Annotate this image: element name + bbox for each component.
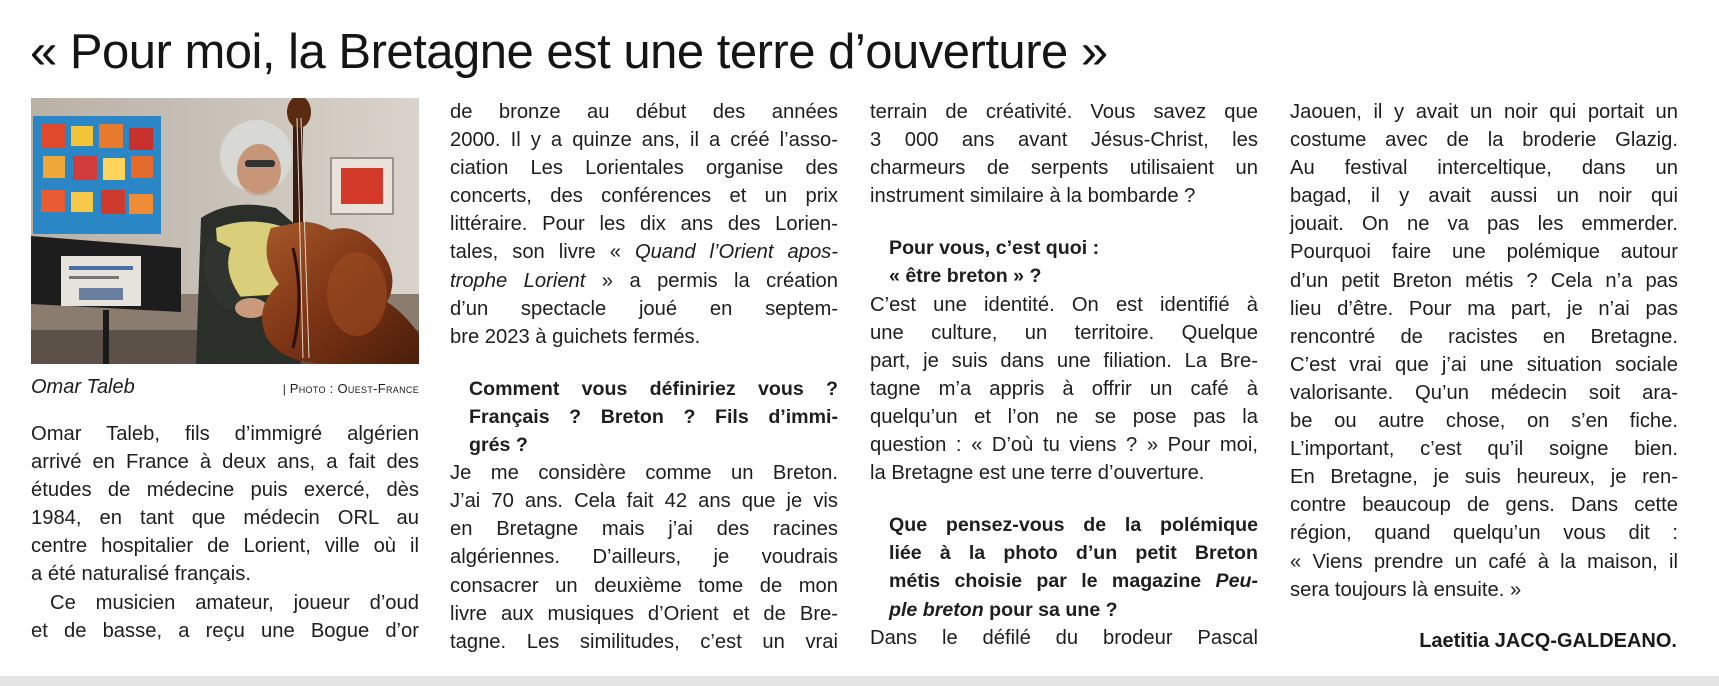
text-line: 1984, en tant que médecin ORL au [31, 507, 419, 530]
text-line: livre aux musiques d’Orient et de Bre- [450, 602, 838, 625]
question-heading: Français ? Breton ? Fils d’immi- [469, 405, 838, 428]
text-line: Jaouen, il y avait un noir qui portait un [1290, 101, 1678, 123]
text-line: et de basse, a reçu une Bogue d’or [31, 619, 419, 642]
question-heading: Comment vous définiriez vous ? [469, 377, 838, 400]
text-line: concerts, des conférences et un prix [450, 185, 838, 208]
text-line: tagne. Les similitudes, c’est un vrai [450, 630, 838, 653]
text-line: consacrer un deuxième tome de mon [450, 574, 838, 597]
text-line: question : « D’où tu viens ? » Pour moi, [870, 434, 1258, 457]
text-line: tagne m’a appris à offrir un café à [870, 377, 1258, 400]
text-line: 2000. Il y a quinze ans, il a créé l’asso- [450, 129, 838, 152]
text-line: Ce musicien amateur, joueur d’oud [50, 591, 419, 614]
text-line: C’est une identité. On est identifié à [870, 293, 1258, 316]
column-4 [1290, 98, 1678, 604]
book-title: Quand l’Orient apos- [634, 241, 838, 264]
text-line: littéraire. Pour les dix ans des Lorien- [450, 213, 838, 236]
caption-name: Omar Taleb [31, 376, 135, 398]
text-line: valorisante. Qu’un médecin soit ara- [1290, 381, 1678, 404]
column-1 [31, 98, 419, 645]
text-line: jouait. On ne va pas les emmerder. [1290, 213, 1678, 236]
text-line: lieu d’être. Pour ma part, je n’ai pas [1290, 297, 1678, 320]
magazine-title-cont: ple breton [889, 598, 984, 621]
text-line: d’un spectacle joué en septem- [450, 297, 838, 320]
text-line: terrain de créativité. Vous savez que [870, 101, 1258, 123]
text-line: études de médecine puis exercé, dès [31, 479, 419, 502]
text-line: charmeurs de serpents utilisaient un [870, 157, 1258, 180]
text-line: trophe Lorient » a permis la création [450, 269, 839, 292]
text-line: rencontré de racistes en Bretagne. [1290, 325, 1678, 348]
text-line: be ou autre chose, on s’en fiche. [1290, 410, 1678, 433]
text-line: L’important, c’est qu’il soigne bien. [1290, 438, 1678, 461]
question-heading: ple breton pour sa une ? [889, 598, 1118, 621]
column-3 [870, 98, 1258, 652]
text-line: ciation Les Lorientales organise des [450, 157, 838, 180]
article-photo [31, 98, 419, 364]
author-signature: Laetitia JACQ-GALDEANO. [1419, 630, 1677, 652]
photo-caption [31, 374, 419, 402]
text-line: En Bretagne, je suis heureux, je ren- [1290, 466, 1678, 489]
text-line: algériennes. D’ailleurs, je voudrais [450, 546, 838, 569]
text-line: région, quand quelqu’un vous dit : [1290, 522, 1678, 545]
book-title-cont: trophe Lorient [450, 269, 586, 292]
column-2 [450, 98, 838, 656]
text-line: costume avec de la broderie Glazig. [1290, 129, 1678, 152]
text-line: instrument similaire à la bombarde ? [870, 185, 1196, 208]
text-line: la Bretagne est une terre d’ouverture. [870, 462, 1205, 485]
text-line: tales, son livre « Quand l’Orient apos- [450, 241, 838, 264]
text-line: a été naturalisé français. [31, 563, 251, 586]
text-line: d’un petit Breton métis ? Cela n’a pas [1290, 269, 1678, 292]
photo-musician-with-double-bass [31, 98, 419, 364]
text-line: contre beaucoup de gens. Dans cette [1290, 494, 1678, 517]
question-heading: liée à la photo d’un petit Breton [889, 542, 1258, 565]
question-heading: grés ? [469, 434, 528, 457]
text-line: Au festival interceltique, dans un [1290, 157, 1678, 180]
text-line: C’est vrai que j’ai une situation sociale [1290, 353, 1678, 376]
photo-credit: | Photo : Ouest-France [282, 381, 419, 396]
text-line: Omar Taleb, fils d’immigré algérien [31, 423, 419, 445]
text-line: « Viens prendre un café à la maison, il [1290, 550, 1678, 573]
question-heading: « être breton » ? [889, 265, 1042, 288]
question-heading: Pour vous, c’est quoi : [889, 237, 1100, 260]
magazine-title: Peu- [1215, 570, 1258, 593]
question-heading: Que pensez-vous de la polémique [889, 514, 1258, 537]
text-line: bagad, il y avait aussi un noir qui [1290, 185, 1678, 208]
text-line: en Bretagne mais j’ai des racines [450, 518, 838, 541]
text-line: J’ai 70 ans. Cela fait 42 ans que je vis [450, 490, 838, 513]
text-line: 3 000 ans avant Jésus-Christ, les [870, 129, 1258, 152]
text-line: Je me considère comme un Breton. [450, 462, 838, 485]
article-headline: « Pour moi, la Bretagne est une terre d’ouverture » [30, 25, 1108, 79]
text-line: bre 2023 à guichets fermés. [450, 325, 701, 348]
page-bottom-band [0, 676, 1719, 686]
text-line: de bronze au début des années [450, 101, 838, 123]
text-line: arrivé en France à deux ans, a fait des [31, 451, 419, 474]
text-line: Dans le défilé du brodeur Pascal [870, 626, 1258, 649]
text-line: Pourquoi faire une polémique autour [1290, 241, 1678, 264]
text-line: quelqu’un et l’on ne se pose pas la [870, 405, 1258, 428]
question-heading: métis choisie par le magazine Peu- [889, 570, 1258, 593]
text-line: centre hospitalier de Lorient, ville où il [31, 535, 419, 558]
text-line: une culture, un territoire. Quelque [870, 321, 1258, 344]
text-line: part, je suis dans une filiation. La Bre- [870, 349, 1258, 372]
text-line: sera toujours là ensuite. » [1290, 578, 1522, 601]
